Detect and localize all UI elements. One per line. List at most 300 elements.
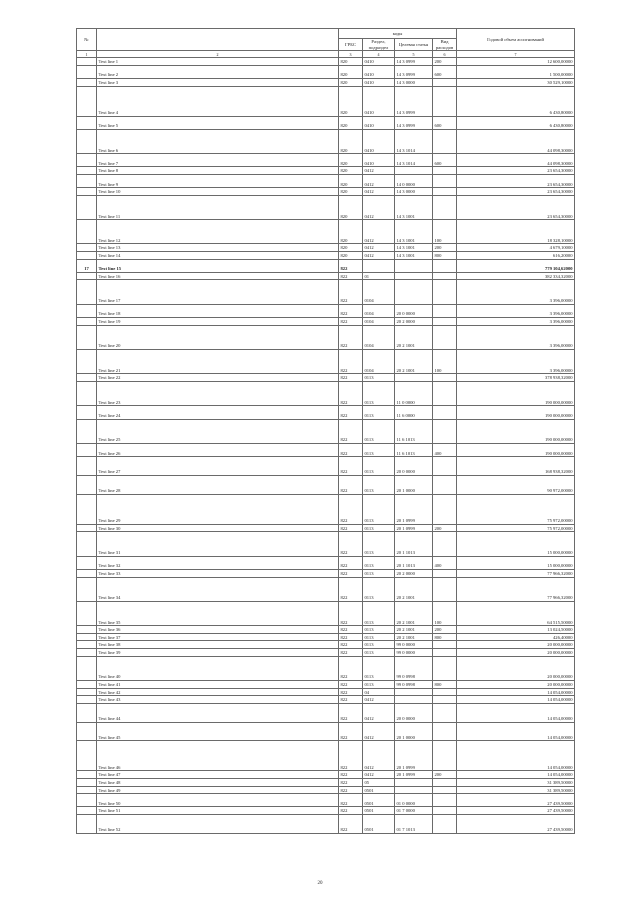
row-target xyxy=(395,272,433,280)
row-grbs: 822 xyxy=(339,325,363,349)
row-section: 0113 xyxy=(363,649,395,657)
column-number: 3 xyxy=(339,51,363,58)
row-type: 600 xyxy=(433,116,457,129)
row-grbs: 822 xyxy=(339,696,363,704)
row-type xyxy=(433,656,457,680)
row-target xyxy=(395,688,433,696)
row-target xyxy=(395,280,433,304)
row-section: 0113 xyxy=(363,577,395,601)
row-amount: 190 000,00000 xyxy=(457,406,575,419)
row-section: 0501 xyxy=(363,815,395,834)
row-type xyxy=(433,382,457,406)
row-index xyxy=(77,350,97,374)
row-target: 20 2 1001 xyxy=(395,626,433,634)
table-row xyxy=(77,532,575,556)
row-target: 14 3 0999 xyxy=(395,116,433,129)
row-name: Text line 28 xyxy=(97,475,339,494)
row-section: 0113 xyxy=(363,406,395,419)
table-row xyxy=(77,259,575,272)
row-target: 20 1 0999 xyxy=(395,494,433,524)
row-section: 0113 xyxy=(363,681,395,689)
table-row xyxy=(77,626,575,634)
row-grbs: 822 xyxy=(339,722,363,741)
row-target: 20 2 0000 xyxy=(395,569,433,577)
row-section: 0410 xyxy=(363,65,395,78)
row-name: Text line 11 xyxy=(97,195,339,219)
row-index xyxy=(77,794,97,807)
row-index xyxy=(77,244,97,252)
table-row xyxy=(77,741,575,771)
column-number: 2 xyxy=(97,51,339,58)
row-amount: 6 430,80000 xyxy=(457,116,575,129)
row-section: 0410 xyxy=(363,154,395,167)
row-type xyxy=(433,374,457,382)
row-grbs: 822 xyxy=(339,318,363,326)
row-amount: 27 439,50000 xyxy=(457,794,575,807)
row-target: 11 0 0000 xyxy=(395,382,433,406)
row-target: 99 0 0998 xyxy=(395,656,433,680)
row-name: Text line 1 xyxy=(97,58,339,66)
row-grbs: 822 xyxy=(339,577,363,601)
row-section: 0113 xyxy=(363,457,395,476)
header-index: № xyxy=(77,29,97,51)
row-index xyxy=(77,154,97,167)
column-number: 4 xyxy=(363,51,395,58)
table-row xyxy=(77,601,575,625)
table-row xyxy=(77,252,575,260)
header-name xyxy=(97,29,339,51)
row-target: 20 2 1001 xyxy=(395,577,433,601)
row-section: 0113 xyxy=(363,374,395,382)
table-row xyxy=(77,154,575,167)
row-name: Text line 51 xyxy=(97,807,339,815)
row-target: 20 1 1013 xyxy=(395,556,433,569)
row-target: 14 3 0999 xyxy=(395,58,433,66)
row-target xyxy=(395,374,433,382)
row-type xyxy=(433,532,457,556)
row-type: 200 xyxy=(433,771,457,779)
row-grbs: 820 xyxy=(339,244,363,252)
row-target: 99 0 0000 xyxy=(395,649,433,657)
row-section: 0113 xyxy=(363,419,395,443)
row-name: Text line 18 xyxy=(97,304,339,317)
row-name: Text line 19 xyxy=(97,318,339,326)
row-grbs: 822 xyxy=(339,601,363,625)
table-row xyxy=(77,174,575,187)
row-index xyxy=(77,220,97,244)
row-name: Text line 9 xyxy=(97,174,339,187)
table-row xyxy=(77,419,575,443)
table-row xyxy=(77,722,575,741)
row-amount: 44 098,30000 xyxy=(457,154,575,167)
table-row xyxy=(77,272,575,280)
row-amount: 31 389,50000 xyxy=(457,786,575,794)
row-amount: 1 500,00000 xyxy=(457,65,575,78)
row-target: 14 3 1001 xyxy=(395,252,433,260)
row-target: 14 3 1001 xyxy=(395,195,433,219)
row-grbs: 822 xyxy=(339,771,363,779)
row-type xyxy=(433,741,457,771)
table-row xyxy=(77,443,575,456)
row-amount: 168 938,32000 xyxy=(457,457,575,476)
header-grbs: ГРБС xyxy=(339,39,363,51)
table-row xyxy=(77,167,575,175)
row-grbs: 822 xyxy=(339,524,363,532)
row-target: 99 0 0998 xyxy=(395,681,433,689)
row-type xyxy=(433,419,457,443)
row-type xyxy=(433,78,457,86)
row-section: 0412 xyxy=(363,741,395,771)
row-grbs: 820 xyxy=(339,129,363,153)
row-amount: 378 938,32000 xyxy=(457,374,575,382)
table-row xyxy=(77,188,575,196)
table-row xyxy=(77,374,575,382)
row-section: 0412 xyxy=(363,244,395,252)
row-type: 200 xyxy=(433,524,457,532)
row-name: Text line 17 xyxy=(97,280,339,304)
row-index xyxy=(77,318,97,326)
row-index xyxy=(77,382,97,406)
table-row xyxy=(77,244,575,252)
table-row xyxy=(77,703,575,722)
row-index xyxy=(77,779,97,787)
row-amount: 31 389,50000 xyxy=(457,779,575,787)
row-amount: 75 972,00000 xyxy=(457,494,575,524)
row-target: 20 1 0999 xyxy=(395,524,433,532)
column-number: 1 xyxy=(77,51,97,58)
row-name: Text line 4 xyxy=(97,86,339,116)
table-row xyxy=(77,220,575,244)
row-grbs: 822 xyxy=(339,807,363,815)
row-amount: 779 104,62000 xyxy=(457,259,575,272)
row-type xyxy=(433,494,457,524)
row-index xyxy=(77,129,97,153)
table-row xyxy=(77,696,575,704)
row-section: 0410 xyxy=(363,86,395,116)
row-section: 0113 xyxy=(363,382,395,406)
row-name: Text line 5 xyxy=(97,116,339,129)
table-header xyxy=(77,29,575,58)
row-amount: 15 000,00000 xyxy=(457,556,575,569)
row-type xyxy=(433,786,457,794)
row-grbs: 820 xyxy=(339,188,363,196)
row-type xyxy=(433,406,457,419)
row-amount: 15 000,00000 xyxy=(457,532,575,556)
row-index xyxy=(77,167,97,175)
table-row xyxy=(77,457,575,476)
row-name: Text line 21 xyxy=(97,350,339,374)
row-index xyxy=(77,815,97,834)
row-grbs: 820 xyxy=(339,116,363,129)
header-amount: Годовой объем ассигнований xyxy=(457,29,575,51)
row-index xyxy=(77,58,97,66)
row-index xyxy=(77,722,97,741)
row-name: Text line 2 xyxy=(97,65,339,78)
row-amount: 14 054,00000 xyxy=(457,741,575,771)
column-number: 7 xyxy=(457,51,575,58)
table-row xyxy=(77,786,575,794)
row-section xyxy=(363,259,395,272)
row-index xyxy=(77,524,97,532)
row-amount: 23 654,30000 xyxy=(457,195,575,219)
row-section: 0412 xyxy=(363,188,395,196)
row-grbs: 822 xyxy=(339,272,363,280)
row-section: 0113 xyxy=(363,626,395,634)
row-type: 200 xyxy=(433,626,457,634)
table-row xyxy=(77,116,575,129)
row-name: Text line 47 xyxy=(97,771,339,779)
row-target: 20 1 1013 xyxy=(395,532,433,556)
row-amount: 3 396,00000 xyxy=(457,280,575,304)
row-index xyxy=(77,188,97,196)
row-name: Text line 32 xyxy=(97,556,339,569)
row-index xyxy=(77,656,97,680)
table-row xyxy=(77,195,575,219)
row-section: 0113 xyxy=(363,524,395,532)
row-index xyxy=(77,174,97,187)
row-type xyxy=(433,280,457,304)
row-section: 0410 xyxy=(363,116,395,129)
row-amount: 14 054,00000 xyxy=(457,722,575,741)
row-index xyxy=(77,771,97,779)
table-row xyxy=(77,656,575,680)
row-amount: 14 054,00000 xyxy=(457,703,575,722)
table-row xyxy=(77,129,575,153)
row-index xyxy=(77,78,97,86)
row-target: 20 1 0000 xyxy=(395,722,433,741)
row-target xyxy=(395,259,433,272)
row-index xyxy=(77,86,97,116)
table-row xyxy=(77,86,575,116)
row-name: Text line 50 xyxy=(97,794,339,807)
row-amount: 6 430,80000 xyxy=(457,86,575,116)
row-type xyxy=(433,86,457,116)
table-row xyxy=(77,771,575,779)
row-grbs: 822 xyxy=(339,382,363,406)
table-row xyxy=(77,304,575,317)
row-index xyxy=(77,457,97,476)
row-grbs: 820 xyxy=(339,252,363,260)
row-section: 0104 xyxy=(363,325,395,349)
table-row xyxy=(77,577,575,601)
row-index xyxy=(77,280,97,304)
row-target: 20 2 1001 xyxy=(395,601,433,625)
row-section: 0412 xyxy=(363,167,395,175)
row-section: 0113 xyxy=(363,633,395,641)
row-name: Text line 45 xyxy=(97,722,339,741)
row-index xyxy=(77,703,97,722)
row-name: Text line 46 xyxy=(97,741,339,771)
row-amount: 90 972,00000 xyxy=(457,475,575,494)
row-grbs: 822 xyxy=(339,656,363,680)
row-grbs: 820 xyxy=(339,86,363,116)
row-index xyxy=(77,633,97,641)
row-amount: 27 439,50000 xyxy=(457,807,575,815)
table-row xyxy=(77,794,575,807)
row-grbs: 822 xyxy=(339,494,363,524)
column-number: 6 xyxy=(433,51,457,58)
header-codes-group: коды xyxy=(339,29,457,39)
row-type: 200 xyxy=(433,58,457,66)
row-target: 20 2 0000 xyxy=(395,318,433,326)
row-amount: 13 024,50000 xyxy=(457,626,575,634)
row-type xyxy=(433,188,457,196)
row-index xyxy=(77,688,97,696)
row-type: 200 xyxy=(433,244,457,252)
row-type: 400 xyxy=(433,556,457,569)
table-row xyxy=(77,649,575,657)
row-target: 20 0 0000 xyxy=(395,304,433,317)
row-type xyxy=(433,779,457,787)
row-name: Text line 22 xyxy=(97,374,339,382)
row-amount: 20 000,00000 xyxy=(457,656,575,680)
row-index xyxy=(77,325,97,349)
row-target: 14 3 0999 xyxy=(395,86,433,116)
row-section: 0104 xyxy=(363,304,395,317)
row-grbs: 822 xyxy=(339,786,363,794)
row-section: 04 xyxy=(363,688,395,696)
row-type: 100 xyxy=(433,601,457,625)
table-row xyxy=(77,569,575,577)
row-section: 0113 xyxy=(363,569,395,577)
row-section: 0113 xyxy=(363,494,395,524)
row-grbs: 822 xyxy=(339,681,363,689)
table-row xyxy=(77,406,575,419)
row-index xyxy=(77,443,97,456)
row-grbs: 822 xyxy=(339,688,363,696)
row-target: 14 3 1014 xyxy=(395,154,433,167)
row-section: 01 xyxy=(363,272,395,280)
row-amount: 190 000,00000 xyxy=(457,419,575,443)
row-index xyxy=(77,195,97,219)
row-grbs: 822 xyxy=(339,633,363,641)
row-section: 0412 xyxy=(363,195,395,219)
row-section: 0412 xyxy=(363,220,395,244)
row-name: Text line 24 xyxy=(97,406,339,419)
row-grbs: 822 xyxy=(339,259,363,272)
row-grbs: 822 xyxy=(339,703,363,722)
row-section: 0104 xyxy=(363,318,395,326)
table-row xyxy=(77,382,575,406)
row-target: 20 2 1001 xyxy=(395,325,433,349)
row-amount: 77 966,32000 xyxy=(457,577,575,601)
table-row xyxy=(77,807,575,815)
row-index xyxy=(77,272,97,280)
row-section: 0412 xyxy=(363,696,395,704)
row-target: 20 2 1001 xyxy=(395,350,433,374)
row-name: Text line 31 xyxy=(97,532,339,556)
row-index xyxy=(77,252,97,260)
row-section: 0501 xyxy=(363,807,395,815)
row-name: Text line 39 xyxy=(97,649,339,657)
row-target xyxy=(395,696,433,704)
row-section: 0104 xyxy=(363,280,395,304)
row-name: Text line 34 xyxy=(97,577,339,601)
row-index xyxy=(77,475,97,494)
row-grbs: 822 xyxy=(339,457,363,476)
row-type xyxy=(433,649,457,657)
row-index xyxy=(77,556,97,569)
row-index xyxy=(77,649,97,657)
row-section: 0412 xyxy=(363,174,395,187)
row-index xyxy=(77,374,97,382)
table-row xyxy=(77,779,575,787)
row-type xyxy=(433,688,457,696)
row-amount: 30 529,10000 xyxy=(457,78,575,86)
row-name: Text line 36 xyxy=(97,626,339,634)
row-name: Text line 8 xyxy=(97,167,339,175)
row-type: 400 xyxy=(433,443,457,456)
row-grbs: 822 xyxy=(339,649,363,657)
row-type xyxy=(433,457,457,476)
row-name: Text line 14 xyxy=(97,252,339,260)
row-target: 01 7 0000 xyxy=(395,807,433,815)
row-amount: 18 328,10000 xyxy=(457,220,575,244)
table-row xyxy=(77,65,575,78)
column-number: 5 xyxy=(395,51,433,58)
row-amount: 3 396,00000 xyxy=(457,304,575,317)
row-type: 100 xyxy=(433,220,457,244)
row-grbs: 820 xyxy=(339,167,363,175)
row-name: Text line 43 xyxy=(97,696,339,704)
table-row xyxy=(77,688,575,696)
table-row xyxy=(77,494,575,524)
row-grbs: 822 xyxy=(339,556,363,569)
row-section: 0501 xyxy=(363,794,395,807)
row-index xyxy=(77,626,97,634)
row-index xyxy=(77,419,97,443)
table-body xyxy=(77,58,575,834)
row-amount: 27 439,50000 xyxy=(457,815,575,834)
row-name: Text line 13 xyxy=(97,244,339,252)
row-type: 800 xyxy=(433,252,457,260)
row-type xyxy=(433,569,457,577)
row-amount: 44 098,30000 xyxy=(457,129,575,153)
row-amount: 23 654,30000 xyxy=(457,167,575,175)
row-grbs: 820 xyxy=(339,78,363,86)
row-amount: 3 396,00000 xyxy=(457,350,575,374)
row-section: 0410 xyxy=(363,58,395,66)
row-section: 0113 xyxy=(363,601,395,625)
row-section: 0113 xyxy=(363,475,395,494)
row-name: Text line 27 xyxy=(97,457,339,476)
row-name: Text line 25 xyxy=(97,419,339,443)
row-index xyxy=(77,65,97,78)
row-grbs: 820 xyxy=(339,195,363,219)
row-name: Text line 23 xyxy=(97,382,339,406)
row-type xyxy=(433,318,457,326)
row-type xyxy=(433,325,457,349)
row-grbs: 820 xyxy=(339,220,363,244)
row-section: 0412 xyxy=(363,252,395,260)
row-type: 600 xyxy=(433,65,457,78)
row-type xyxy=(433,129,457,153)
row-name: Text line 48 xyxy=(97,779,339,787)
row-name: Text line 52 xyxy=(97,815,339,834)
row-type: 100 xyxy=(433,350,457,374)
row-name: Text line 37 xyxy=(97,633,339,641)
table-row xyxy=(77,325,575,349)
row-name: Text line 29 xyxy=(97,494,339,524)
header-type: Вид расходов xyxy=(433,39,457,51)
row-grbs: 822 xyxy=(339,569,363,577)
row-target: 14 3 0999 xyxy=(395,65,433,78)
row-grbs: 820 xyxy=(339,154,363,167)
table-row xyxy=(77,78,575,86)
row-section: 0412 xyxy=(363,703,395,722)
row-target: 20 1 0999 xyxy=(395,771,433,779)
row-amount: 616,20000 xyxy=(457,252,575,260)
